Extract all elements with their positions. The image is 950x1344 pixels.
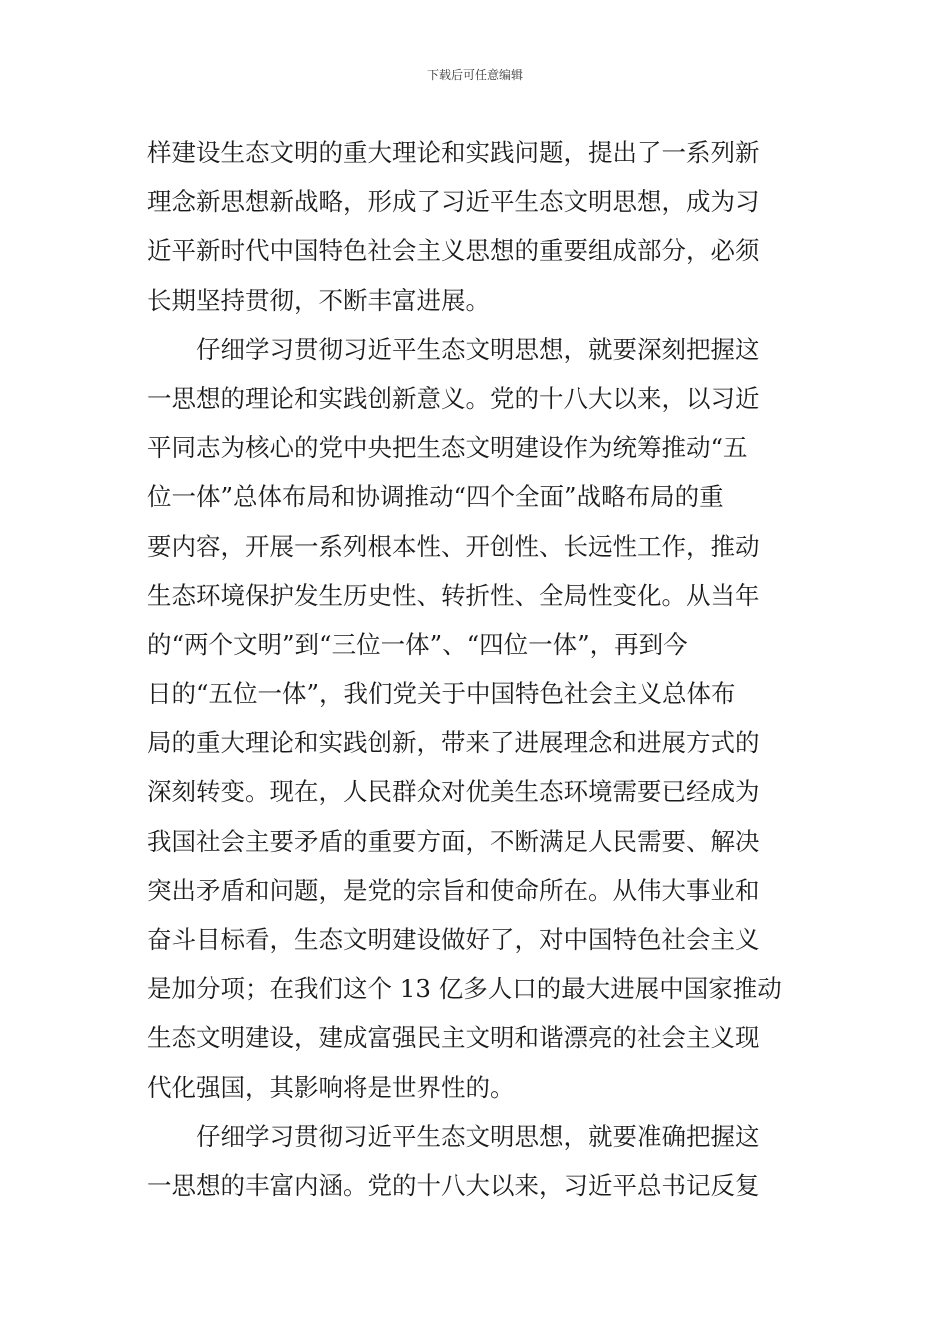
text-line: 理念新思想新战略，形成了习近平生态文明思想，成为习 [147, 187, 760, 217]
text-line: 生态环境保护发生历史性、转折性、全局性变化。从当年 [147, 580, 760, 610]
text-line: 的“两个文明”到“三位一体”、“四位一体”，再到今 [147, 629, 688, 659]
text-line: 长期坚持贯彻，不断丰富进展。 [147, 285, 490, 315]
text-line: 要内容，开展一系列根本性、开创性、长远性工作，推动 [147, 531, 760, 561]
text-line: 平同志为核心的党中央把生态文明建设作为统筹推动“五 [147, 433, 748, 463]
text-line: 我国社会主要矛盾的重要方面，不断满足人民需要、解决 [147, 826, 760, 856]
text-line: 突出矛盾和问题，是党的宗旨和使命所在。从伟大事业和 [147, 875, 760, 905]
text-line: 奋斗目标看，生态文明建设做好了，对中国特色社会主义 [147, 925, 760, 954]
paragraph-first-line: 仔细学习贯彻习近平生态文明思想，就要准确把握这 [196, 1121, 760, 1151]
text-line: 是加分项；在我们这个 13 亿多人口的最大进展中国家推动 [147, 974, 782, 1004]
text-line: 生态文明建设，建成富强民主文明和谐漂亮的社会主义现 [147, 1023, 760, 1053]
text-line: 代化强国，其影响将是世界性的。 [147, 1072, 515, 1102]
text-line: 近平新时代中国特色社会主义思想的重要组成部分，必须 [147, 236, 760, 266]
document-body [147, 128, 807, 1210]
text-line: 样建设生态文明的重大理论和实践问题，提出了一系列新 [147, 138, 760, 167]
paragraph-first-line: 仔细学习贯彻习近平生态文明思想，就要深刻把握这 [196, 334, 760, 364]
text-line: 一思想的丰富内涵。党的十八大以来，习近平总书记反复 [147, 1170, 760, 1200]
text-line: 一思想的理论和实践创新意义。党的十八大以来，以习近 [147, 383, 760, 413]
page-header: 下载后可任意编辑 [426, 68, 523, 82]
text-line: 位一体”总体布局和协调推动“四个全面”战略布局的重 [147, 482, 724, 512]
text-line: 日的“五位一体”，我们党关于中国特色社会主义总体布 [147, 679, 736, 709]
text-line: 深刻转变。现在，人民群众对优美生态环境需要已经成为 [147, 777, 760, 807]
text-line: 局的重大理论和实践创新，带来了进展理念和进展方式的 [147, 728, 760, 758]
